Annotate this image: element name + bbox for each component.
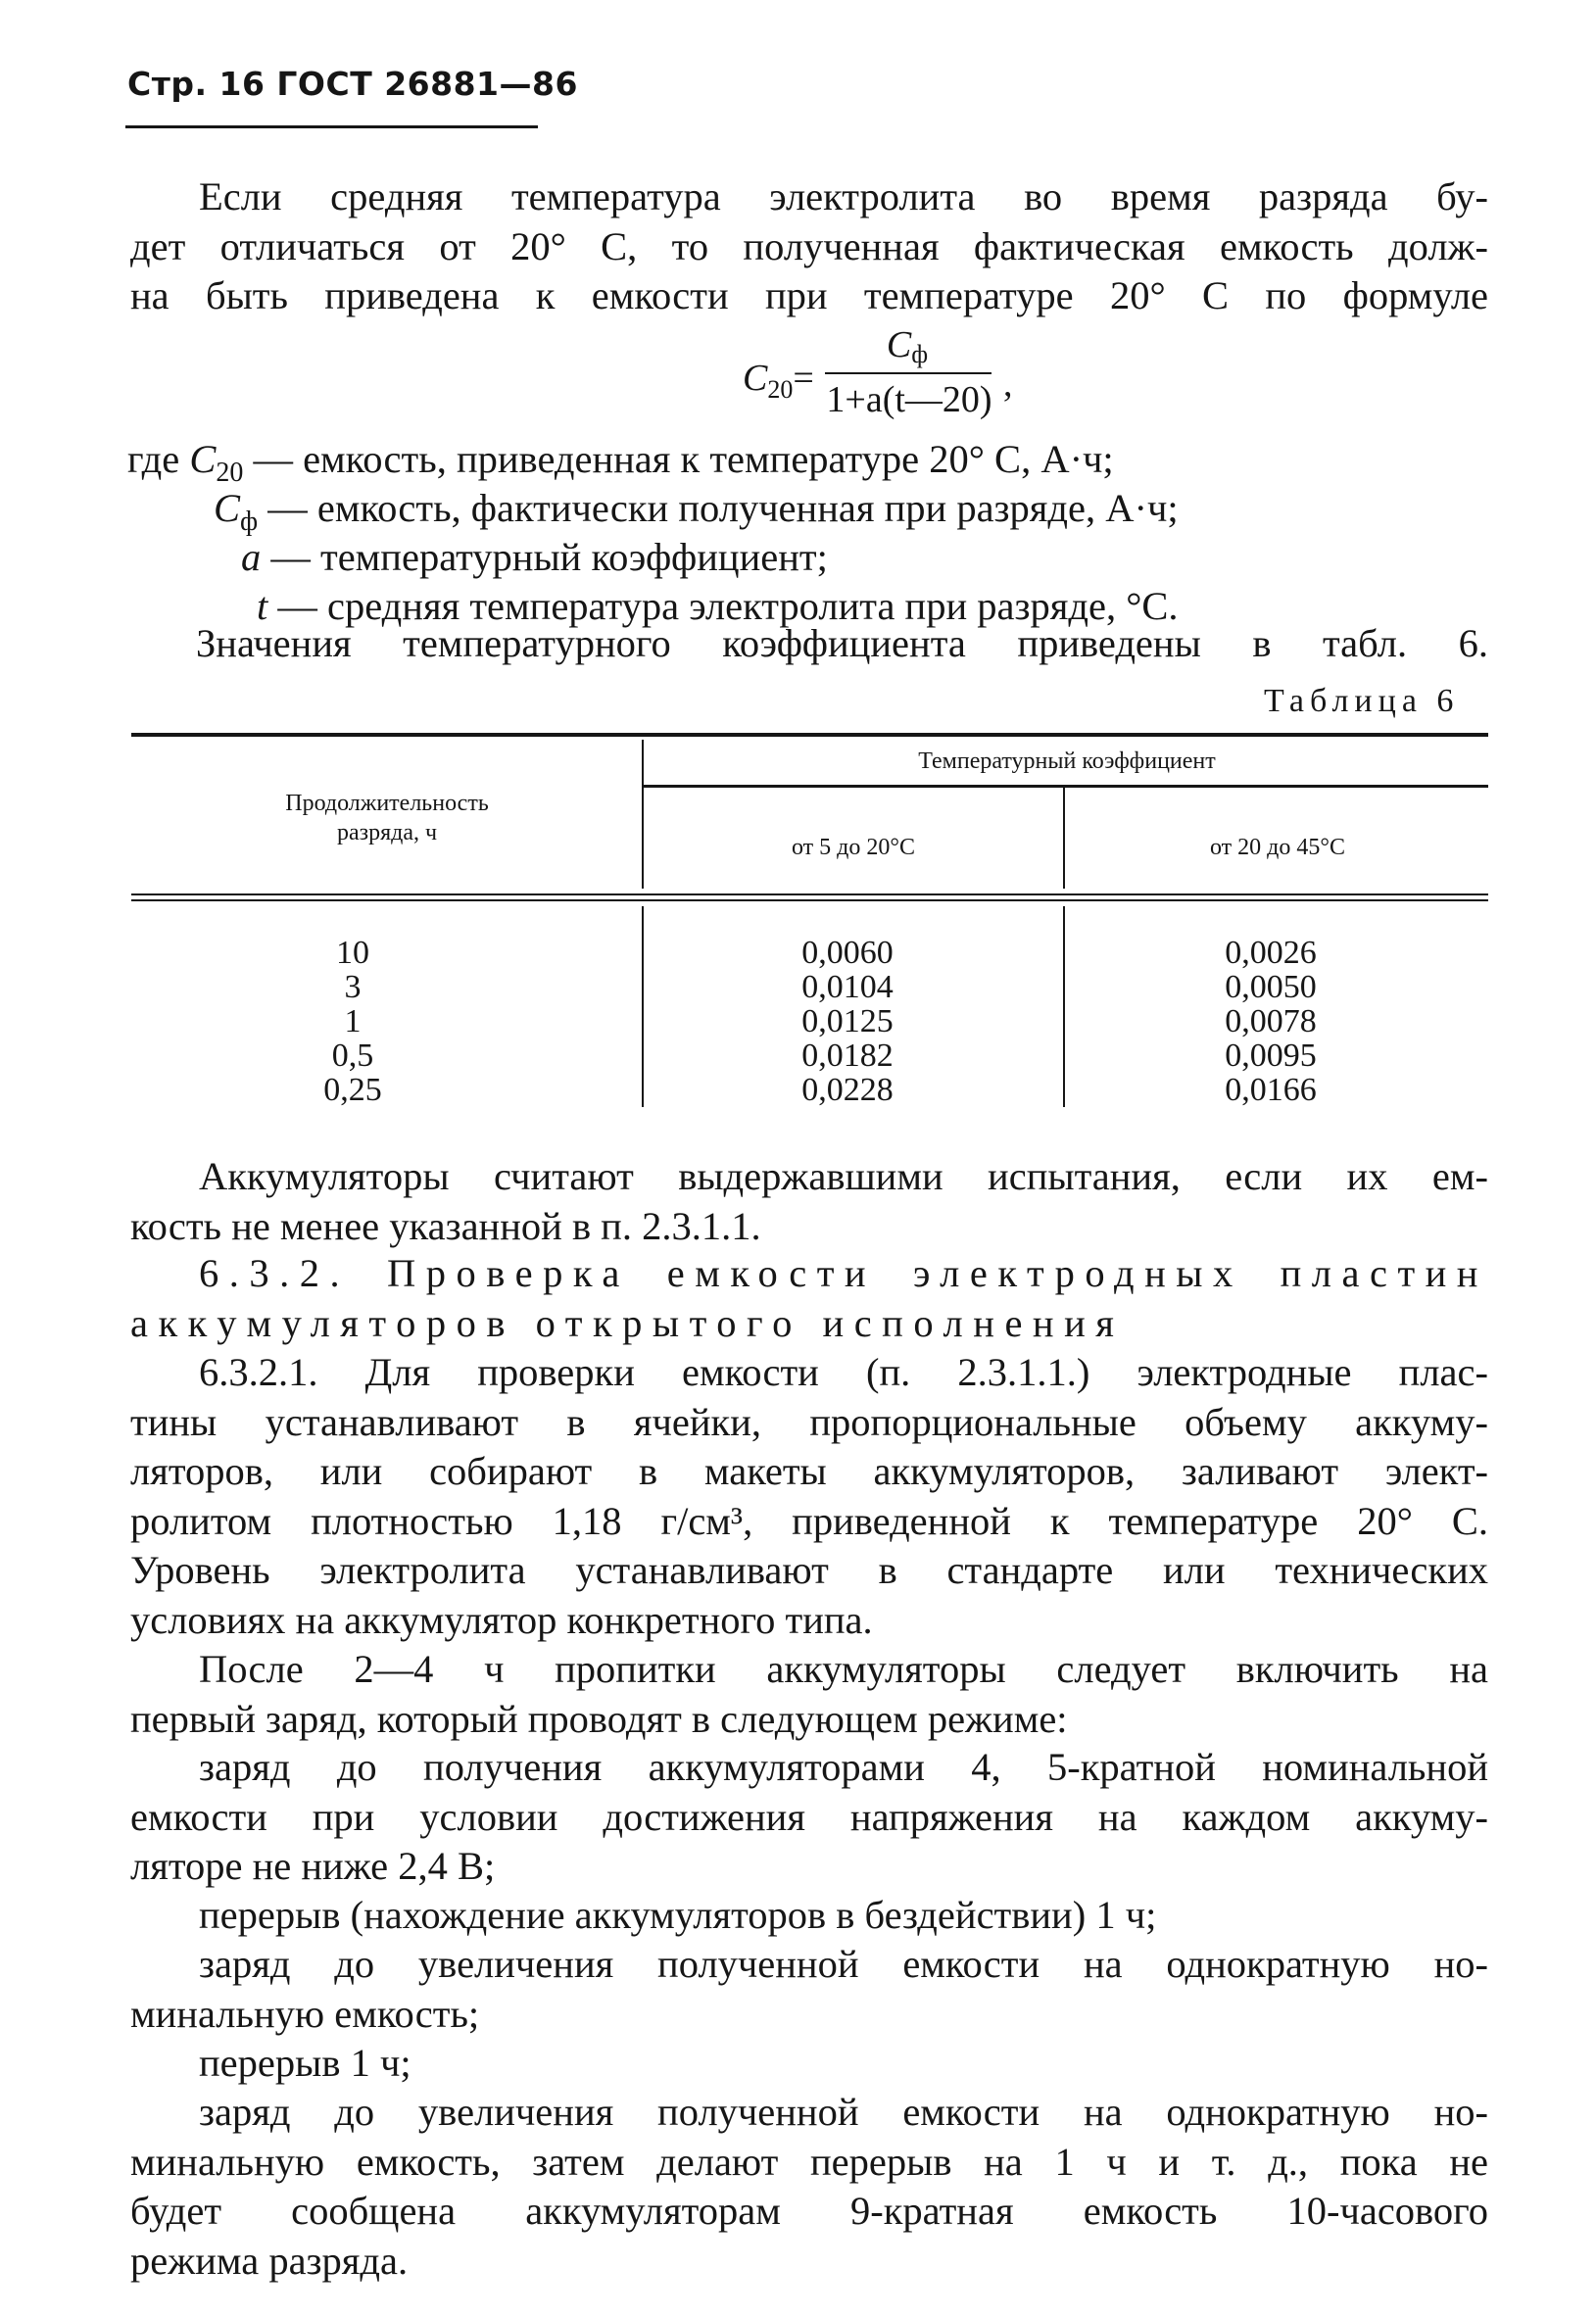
paragraph-break-2: перерыв 1 ч; <box>199 2041 411 2085</box>
table-cell: 0,0078 <box>1225 1003 1317 1039</box>
table-vline-1 <box>642 740 644 889</box>
table-group-rule <box>644 785 1488 788</box>
table-col-20-45 <box>1197 936 1344 1107</box>
table-head-rule-2 <box>131 899 1488 901</box>
formula-numerator: $C_ф$ <box>886 324 929 368</box>
after-table-paragraph: Аккумуляторы считают выдержавшими испытания, если их ем- кость не менее указанной в п. 2.3.1.1. <box>130 1154 1488 1248</box>
paragraph-charge-3: заряд до увеличения полученной емкости на однократную но- минальную емкость, затем делают перерыв на 1 ч и т. д., пока не будет сообщена аккумуляторам 9-кратная емкость 10-часового режима разряда. <box>130 2090 1488 2283</box>
table-head-20-45: от 20 до 45°С <box>1210 835 1345 860</box>
formula-denominator: 1+a(t—20) <box>826 379 992 420</box>
definition-cf: $C_ф$ — емкость, фактически полученная при разряде, А·ч; <box>214 486 1179 538</box>
table-cell: 10 <box>336 935 369 971</box>
intro-paragraph <box>130 172 1488 321</box>
table-head-duration: Продолжительность разряда, ч <box>285 791 489 845</box>
definition-c20: где $C_{20}$ — емкость, приведенная к температуре 20° С, А·ч; <box>127 437 1114 489</box>
table-caption: Таблица 6 <box>1264 683 1460 719</box>
fraction-bar <box>825 372 991 374</box>
table-cell: 0,0060 <box>801 935 894 971</box>
paragraph-6321: 6.3.2.1. Для проверки емкости (п. 2.3.1.1.) электродные плас- тины устанавливают в ячейки, пропорциональные объему аккуму- ляторов, или собирают в макеты аккумуляторов, заливают элект- ролитом плотностью 1,18 г/см³, приведенной к температуре 20° С. Уровень электролита устанавливают в стандарте или технических условиях на аккумулятор конкретного типа. <box>130 1350 1488 1642</box>
formula-lhs: $C_{20}=$ <box>743 358 814 404</box>
table-cell: 0,0026 <box>1225 935 1317 971</box>
table-cell: 0,0182 <box>801 1038 894 1074</box>
table-cell: 0,0104 <box>801 969 894 1005</box>
intro-line: Если средняя температура электролита во время разряда бу- <box>199 174 1488 218</box>
paragraph-charge-2: заряд до увеличения полученной емкости на однократную но- минальную емкость; <box>130 1942 1488 2036</box>
table-cell: 0,0228 <box>801 1072 894 1108</box>
table-head-group: Температурный коэффициент <box>918 748 1216 774</box>
section-heading: 6.3.2. Проверка емкости электродных пластин аккумуляторов открытого исполнения <box>130 1251 1488 1345</box>
definition-t: t — средняя температура электролита при разряде, °С. <box>257 584 1179 628</box>
table-cell: 0,0125 <box>801 1003 894 1039</box>
table-head-rule-1 <box>131 893 1488 895</box>
table-cell: 0,0050 <box>1225 969 1317 1005</box>
paragraph-charge-1: заряд до получения аккумуляторами 4, 5-кратной номинальной емкости при условии достижения напряжения на каждом аккуму- ляторе не ниже 2,4 В; <box>130 1745 1488 1888</box>
table-cell: 0,25 <box>323 1072 382 1108</box>
table-cell: 0,5 <box>331 1038 374 1074</box>
paragraph-after-impregnation: После 2—4 ч пропитки аккумуляторы следует включить на первый заряд, который проводят в следующем режиме: <box>130 1647 1488 1741</box>
definition-a: a — температурный коэффициент; <box>241 535 828 579</box>
capacity-formula <box>743 319 1037 437</box>
table-col-5-20 <box>774 936 921 1107</box>
header-rule <box>125 125 538 128</box>
table-body-vline-1 <box>642 906 644 1107</box>
table-head-5-20: от 5 до 20°С <box>792 835 915 860</box>
table-cell: 0,0166 <box>1225 1072 1317 1108</box>
paragraph-break-1: перерыв (нахождение аккумуляторов в бездействии) 1 ч; <box>199 1893 1157 1937</box>
page-header: Стр. 16 ГОСТ 26881—86 <box>127 65 578 103</box>
table-top-rule <box>131 733 1488 737</box>
table-cell: 1 <box>344 1003 362 1039</box>
values-sentence: Значения температурного коэффициента приведены в табл. 6. <box>196 621 1488 665</box>
table-col-duration <box>294 936 411 1107</box>
formula-comma: , <box>1003 363 1013 405</box>
table-body-vline-2 <box>1063 906 1065 1107</box>
intro-line: дет отличаться от 20° С, то полученная фактическая емкость долж- <box>130 223 1488 268</box>
table-vline-2 <box>1063 787 1065 889</box>
table-cell: 0,0095 <box>1225 1038 1317 1074</box>
intro-line: на быть приведена к емкости при температуре 20° С по формуле <box>130 273 1488 317</box>
table-cell: 3 <box>344 969 362 1005</box>
